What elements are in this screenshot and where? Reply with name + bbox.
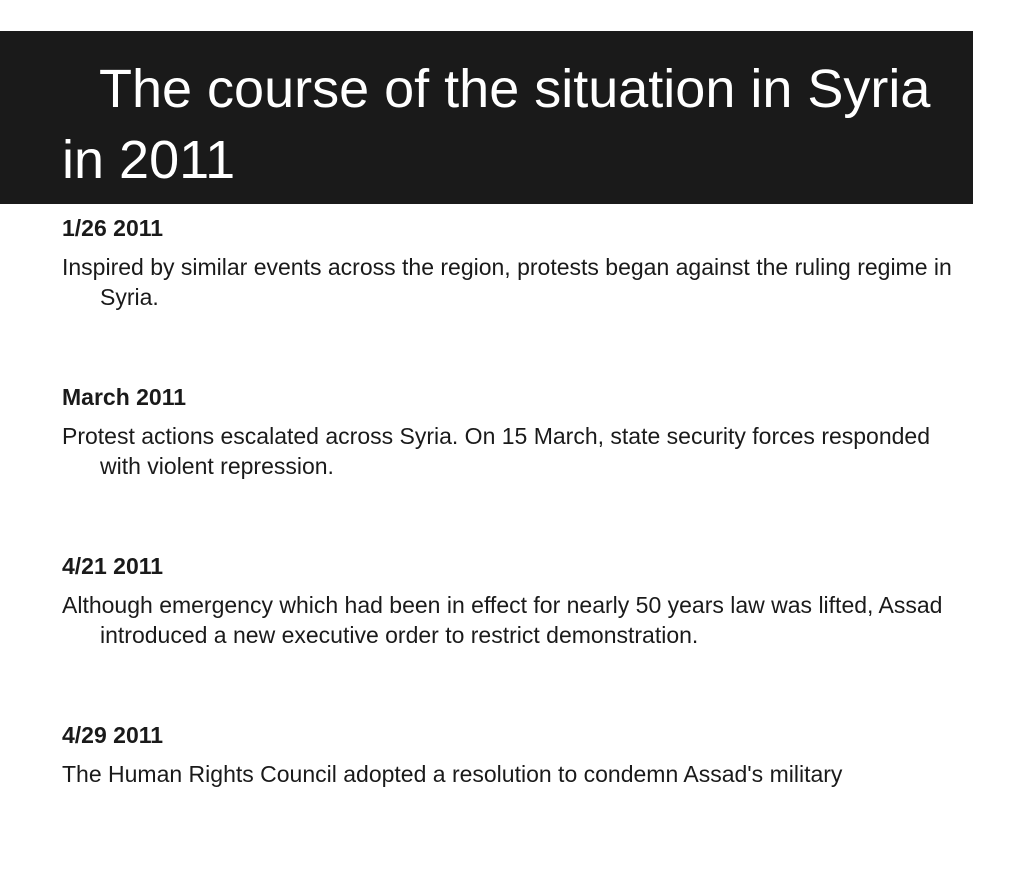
- entry-date: 1/26 2011: [62, 215, 164, 241]
- timeline-entry: [62, 719, 962, 888]
- entry-text: Although emergency which had been in effect for nearly 50 years law was lifted, Assad introduced a new executive order to restrict demonstration.: [62, 592, 943, 648]
- entry-date: 4/29 2011: [62, 722, 164, 748]
- slide-content: [62, 212, 962, 888]
- entry-text: Protest actions escalated across Syria. On 15 March, state security forces responded with violent repression.: [62, 423, 931, 479]
- entry-date: 4/21 2011: [62, 553, 164, 579]
- entry-date: March 2011: [62, 384, 187, 410]
- entry-text: Inspired by similar events across the region, protests began against the ruling regime in Syria.: [62, 254, 952, 310]
- entry-text: The Human Rights Council adopted a resolution to condemn Assad's military: [62, 761, 843, 787]
- timeline-entry: [62, 381, 962, 550]
- timeline-entry: [62, 550, 962, 719]
- slide-title: The course of the situation in Syria in 2011: [62, 59, 931, 190]
- timeline-entry: [62, 212, 962, 381]
